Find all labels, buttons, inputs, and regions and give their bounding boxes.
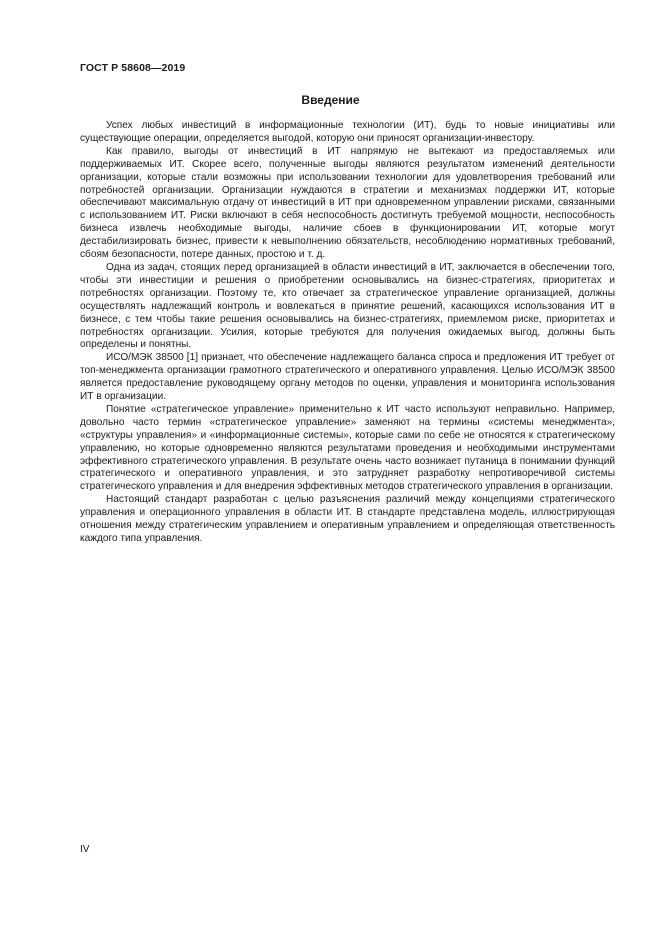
document-code: ГОСТ Р 58608—2019: [80, 62, 186, 74]
paragraph: Настоящий стандарт разработан с целью разъяснения различий между концепциями стратегического управления и операционного управления в области ИТ. В стандарте представлена модель, иллюстрирующая отношения между стратегическим управлением и оперативным управлением и определяющая ответственность каждого типа управления.: [80, 494, 615, 544]
paragraph: ИСО/МЭК 38500 [1] признает, что обеспечение надлежащего баланса спроса и предложения ИТ требует от топ-менеджмента организации грамотного стратегического и оперативного управления. Целью ИСО/МЭК 38500 является предоставление руководящему органу методов по оценки, управления и мониторинга использования ИТ в организации.: [80, 352, 615, 403]
paragraph: Успех любых инвестиций в информационные технологии (ИТ), будь то новые инициативы или существующие операции, определяется выгодой, которую они приносят организации-инвестору.: [80, 120, 615, 144]
body-text: [80, 120, 615, 546]
paragraph: Одна из задач, стоящих перед организацией в области инвестиций в ИТ, заключается в обеспечении того, чтобы эти инвестиции и решения о приобретении основывались на бизнес-стратегиях, приоритетах и потребностях организации. Поэтому те, кто отвечает за стратегическое управление организацией, должны осуществлять надлежащий контроль и вовлекаться в принятие решений, касающихся использования ИТ в бизнесе, с тем чтобы такие решения основывались на бизнес-стратегиях, приемлемом риске, приоритетах и потребностях организации. Усилия, которые требуются для получения ожидаемых выгод, должны быть определены и понятны.: [80, 261, 615, 351]
section-title: Введение: [301, 93, 360, 107]
page-number: IV: [80, 844, 90, 855]
paragraph: Как правило, выгоды от инвестиций в ИТ напрямую не вытекают из предоставляемых или поддерживаемых ИТ. Скорее всего, полученные выгоды являются результатом изменений деятельности организации, которые стали возможны при использовании технологии для удовлетворения требований или потребностей организации. Организации нуждаются в стратегии и механизмах поддержки ИТ, которые обеспечивают максимальную отдачу от инвестиций в ИТ при одновременном управлении рисками, связанными с использованием ИТ. Риски включают в себя неспособность достигнуть требуемой мощности, неспособность бизнеса извлечь необходимые выгоды, наличие сбоев в функционировании ИТ, которые могут дестабилизировать бизнес, привести к невыполнению обязательств, несоблюдению нормативных требований, сбоям безопасности, потере данных, простою и т. д.: [80, 145, 615, 261]
paragraph: Понятие «стратегическое управление» применительно к ИТ часто используют неправильно. Например, довольно часто термин «стратегическое управление» заменяют на термины «системы менеджмента», «структуры управления» и «информационные системы», которые сами по себе не относятся к стратегическому управлению, но которые одновременно являются результатами проведения и необходимыми инструментами эффективного стратегического управления. В результате очень часто возникает путаница в понимании функций стратегического и оперативного управления, и это затрудняет разработку непротиворечивой системы стратегического управления и для внедрения эффективных методов стратегического управления в организации.: [80, 403, 615, 493]
